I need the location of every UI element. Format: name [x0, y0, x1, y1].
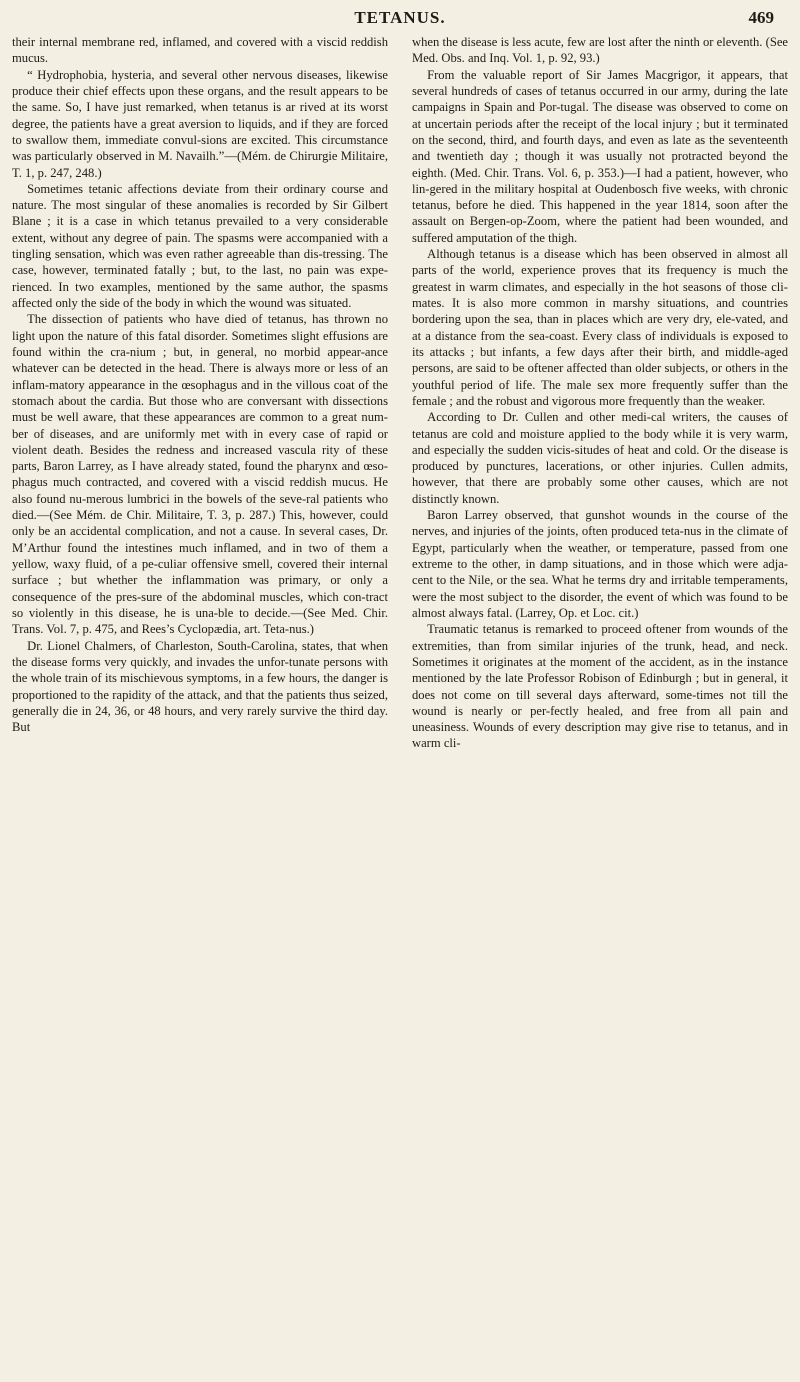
page-number: 469 — [748, 8, 774, 27]
paragraph: According to Dr. Cullen and other medi-cal writers, the causes of tetanus are cold and moisture applied to the body while it is very warm, and especially the sudden vicis-situdes of heat and cold. Or the disease is produced by punctures, lacerations, or other injuries. Cullen admits, however, that there are probably some other causes, which are not distinctly known. — [412, 410, 788, 506]
paragraph: Sometimes tetanic affections deviate from their ordinary course and nature. The most singular of these anomalies is recorded by Sir Gilbert Blane ; it is a case in which tetanus prevailed to a very considerable extent, without any degree of pain. The spasms were accompanied with a tingling sensation, which was even rather agreeable than dis-tressing. The case, however, terminated fatally ; but, to the last, no pain was expe-rienced. In two examples, mentioned by the same author, the spasms affected only the side of the body in which the wound was situated. — [12, 181, 388, 310]
paragraph: their internal membrane red, inflamed, and covered with a viscid reddish mucus. — [12, 35, 388, 66]
page-header — [0, 8, 800, 34]
paragraph: The dissection of patients who have died of tetanus, has thrown no light upon the nature of this fatal disorder. Sometimes slight effusions are found within the cra-nium ; but, in general, no morbid appear-ance whatever can be detected in the head. There is always more or less of an inflam-matory appearance in the œsophagus and in the villous coat of the stomach about the cardia. But those who are conversant with dissections must be well aware, that these appearances are common to a great num-ber of diseases, and are uniformly met with in every case of rapid or violent death. Besides the redness and increased vascula rity of these parts, Baron Larrey, as I have already stated, found the pharynx and œso-phagus much contracted, and covered with a viscid reddish mucus. He also found nu-merous lumbrici in the bowels of the seve-ral patients who died.—(See Mém. de Chir. Militaire, T. 3, p. 287.) This, however, could only be an accidental complication, and not a cause. In several cases, Dr. M’Arthur found the intestines much inflamed, and in two of them a yellow, waxy fluid, of a pe-culiar offensive smell, covered their internal surface ; but whether the inflammation was primary, or only a consequence of the pres-sure of the abdominal muscles, which con-tract so violently in this disease, he is una-ble to decide.—(See Med. Chir. Trans. Vol. 7, p. 475, and Rees’s Cyclopædia, art. Teta-nus.) — [12, 312, 388, 637]
paragraph: Baron Larrey observed, that gunshot wounds in the course of the nerves, and injuries of the joints, often produced teta-nus in the climate of Egypt, particularly when the weather, or temperature, passed from one extreme to the other, in damp situations, and in those which were adja-cent to the Nile, or the sea. What he terms dry and irritable temperaments, were the most subject to the disorder, the event of which was found to be almost always fatal. (Larrey, Op. et Loc. cit.) — [412, 508, 788, 620]
paragraph: Although tetanus is a disease which has been observed in almost all parts of the world, experience proves that its frequency is much the greatest in warm climates, and especially in the hot seasons of those cli-mates. It is also more common in marshy situations, and countries bordering upon the sea, than in places which are very dry, ele-vated, and at a distance from the sea-coast. Every class of individuals is exposed to its attacks ; but infants, a few days after their birth, and middle-aged persons, are said to be oftener affected than older subjects, or others in the youthful period of life. The male sex more frequently suffer than the female ; and the robust and vigorous more frequently than the weaker. — [412, 247, 788, 408]
right-column — [412, 34, 788, 1374]
left-column — [12, 34, 388, 1374]
text-columns — [12, 34, 788, 1374]
paragraph: Traumatic tetanus is remarked to proceed oftener from wounds of the extremities, than from similar injuries of the trunk, head, and neck. Sometimes it originates at the moment of the accident, as in the instance mentioned by the late Professor Robison of Edinburgh ; but in general, it does not come on till several days afterward, some-times not till the wound is nearly or per-fectly healed, and free from all pain and uneasiness. Wounds of every description may give rise to tetanus, and in warm cli- — [412, 622, 788, 751]
paragraph: when the disease is less acute, few are lost after the ninth or eleventh. (See Med. Obs. and Inq. Vol. 1, p. 92, 93.) — [412, 35, 788, 66]
running-title: TETANUS. — [354, 8, 446, 27]
paragraph: From the valuable report of Sir James Macgrigor, it appears, that several hundreds of cases of tetanus occurred in our army, during the late campaigns in Spain and Por-tugal. The disease was observed to come on at uncertain periods after the receipt of the local injury ; but it terminated on the second, third, and fourth days, and even as late as the seventeenth and twentieth day ; though it was usually not protracted beyond the eighth. (Med. Chir. Trans. Vol. 6, p. 353.)—I had a patient, however, who lin-gered in the military hospital at Oudenbosch five weeks, with chronic tetanus, before he died. This happened in the year 1814, soon after the assault on Bergen-op-Zoom, where the patient had been wounded, and suffered amputation of the thigh. — [412, 67, 788, 245]
paragraph: Dr. Lionel Chalmers, of Charleston, South-Carolina, states, that when the disease forms very quickly, and invades the unfor-tunate persons with the whole train of its mischievous symptoms, in a few hours, the danger is proportioned to the rapidity of the attack, and that the patients thus seized, generally die in 24, 36, or 48 hours, and very rarely survive the third day. But — [12, 638, 388, 735]
paragraph: “ Hydrophobia, hysteria, and several other nervous diseases, likewise produce their chief effects upon these organs, and the result appears to be the same. So, I have just remarked, when tetanus is ar rived at its worst degree, the patients have a great aversion to liquids, and if they are forced to swallow them, immediate convul-sions are excited. This circumstance was particularly observed in M. Navailh.”—(Mém. de Chirurgie Militaire, T. 1, p. 247, 248.) — [12, 67, 388, 180]
